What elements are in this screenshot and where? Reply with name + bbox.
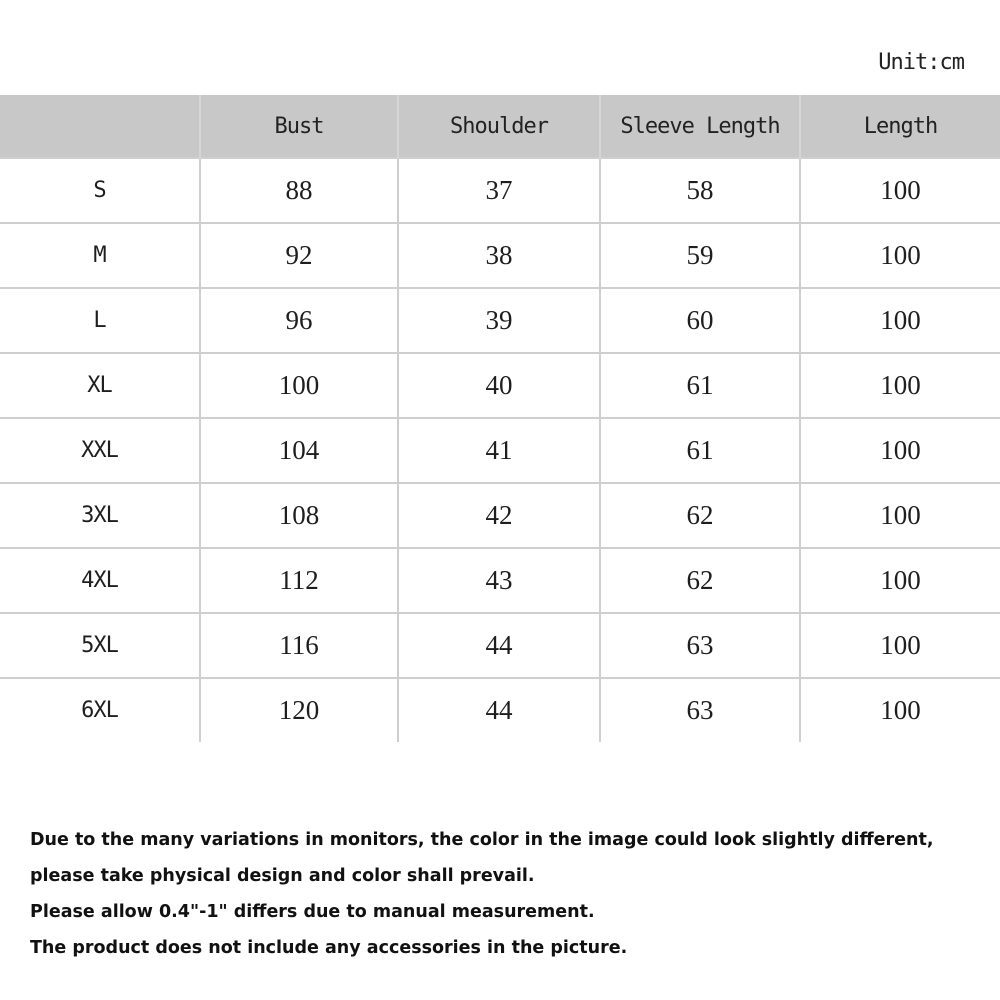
note-line: Due to the many variations in monitors, the color in the image could look slightly different,	[30, 830, 934, 850]
cell-sleeve-length: 63	[600, 613, 800, 678]
cell-sleeve-length: 62	[600, 483, 800, 548]
cell-bust: 108	[200, 483, 398, 548]
cell-length: 100	[800, 158, 1000, 223]
cell-size: 3XL	[0, 483, 200, 548]
cell-sleeve-length: 59	[600, 223, 800, 288]
table-row	[0, 483, 1000, 548]
table-row	[0, 548, 1000, 613]
cell-shoulder: 39	[398, 288, 600, 353]
cell-size: S	[0, 158, 200, 223]
cell-sleeve-length: 58	[600, 158, 800, 223]
header-sleeve-length: Sleeve Length	[600, 95, 800, 158]
cell-size: 5XL	[0, 613, 200, 678]
notes-block	[30, 822, 980, 966]
cell-size: L	[0, 288, 200, 353]
cell-shoulder: 44	[398, 678, 600, 742]
header-length: Length	[800, 95, 1000, 158]
cell-length: 100	[800, 223, 1000, 288]
cell-shoulder: 40	[398, 353, 600, 418]
cell-length: 100	[800, 353, 1000, 418]
cell-length: 100	[800, 678, 1000, 742]
header-bust: Bust	[200, 95, 398, 158]
note-line: please take physical design and color shall prevail.	[30, 866, 535, 886]
cell-bust: 100	[200, 353, 398, 418]
size-chart-table	[0, 95, 1000, 742]
cell-bust: 104	[200, 418, 398, 483]
cell-length: 100	[800, 613, 1000, 678]
table-body	[0, 158, 1000, 742]
cell-size: M	[0, 223, 200, 288]
table-row	[0, 418, 1000, 483]
cell-size: 6XL	[0, 678, 200, 742]
table-row	[0, 353, 1000, 418]
header-row	[0, 95, 1000, 158]
cell-sleeve-length: 62	[600, 548, 800, 613]
cell-shoulder: 42	[398, 483, 600, 548]
cell-length: 100	[800, 418, 1000, 483]
cell-size: XXL	[0, 418, 200, 483]
cell-shoulder: 37	[398, 158, 600, 223]
cell-bust: 112	[200, 548, 398, 613]
table-row	[0, 223, 1000, 288]
cell-bust: 96	[200, 288, 398, 353]
cell-bust: 88	[200, 158, 398, 223]
cell-bust: 92	[200, 223, 398, 288]
cell-bust: 120	[200, 678, 398, 742]
cell-shoulder: 44	[398, 613, 600, 678]
cell-length: 100	[800, 483, 1000, 548]
table-row	[0, 678, 1000, 742]
cell-shoulder: 38	[398, 223, 600, 288]
cell-shoulder: 43	[398, 548, 600, 613]
cell-shoulder: 41	[398, 418, 600, 483]
cell-length: 100	[800, 548, 1000, 613]
unit-label: Unit:cm	[878, 50, 964, 75]
table-row	[0, 613, 1000, 678]
header-shoulder: Shoulder	[398, 95, 600, 158]
cell-size: XL	[0, 353, 200, 418]
cell-sleeve-length: 63	[600, 678, 800, 742]
cell-length: 100	[800, 288, 1000, 353]
cell-sleeve-length: 61	[600, 353, 800, 418]
cell-bust: 116	[200, 613, 398, 678]
cell-sleeve-length: 60	[600, 288, 800, 353]
table-row	[0, 288, 1000, 353]
note-line: Please allow 0.4"-1" differs due to manual measurement.	[30, 902, 595, 922]
cell-sleeve-length: 61	[600, 418, 800, 483]
cell-size: 4XL	[0, 548, 200, 613]
header-size	[0, 95, 200, 158]
table-header	[0, 95, 1000, 158]
table-row	[0, 158, 1000, 223]
note-line: The product does not include any accessories in the picture.	[30, 938, 628, 958]
